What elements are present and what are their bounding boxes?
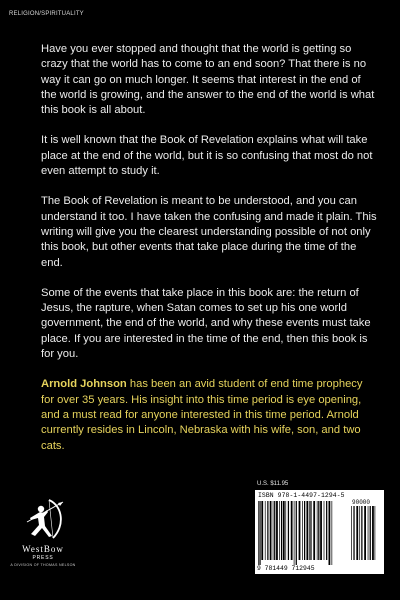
ean-barcode: [258, 501, 348, 565]
author-bio: [41, 377, 377, 453]
author-bio-text: has been an avid student of end time prophecy for over 35 years. His insight into this time period is eye opening, and a must read for anyone interested in this time period. Arnold currently resides in Lincoln, Nebraska with his wife, son, and two cats.: [41, 378, 363, 452]
addon-barcode: [351, 506, 379, 565]
barcode-bar: [375, 506, 376, 560]
barcode-bar: [285, 501, 286, 560]
ean-digits: 9 781449 712945: [257, 565, 315, 572]
author-name: Arnold Johnson: [41, 378, 127, 391]
price-label: U.S. $11.95: [257, 481, 289, 487]
barcode-bar: [265, 501, 266, 560]
barcode-bar: [318, 501, 319, 560]
publisher-tagline: A DIVISION OF THOMAS NELSON: [10, 563, 76, 567]
barcode-addon-number: 90000: [352, 499, 371, 506]
barcode-bar: [276, 501, 278, 560]
barcode-bar: [258, 501, 259, 565]
blurb-paragraph-3: The Book of Revelation is meant to be understood, and you can understand it too. I have taken the confusing and made it plain. This writing will give you the clearest understanding possible of not only this book, but other events that take place during the time of the end.: [41, 195, 377, 269]
barcode-bar: [309, 501, 310, 560]
barcode-bar: [281, 501, 282, 560]
barcode-bar: [326, 501, 327, 560]
blurb-text: [41, 42, 377, 469]
category-label: RELIGION/SPIRITUALITY: [9, 11, 84, 17]
barcode-bar: [368, 506, 369, 560]
barcode-bar: [274, 501, 275, 560]
barcode-bar: [320, 501, 322, 560]
blurb-paragraph-4: Some of the events that take place in this book are: the return of Jesus, the rapture, when Satan comes to set up his one world government, the end of the world, and why these events must take place. If you are interested in the time of the end, then this book is for you.: [41, 286, 371, 361]
barcode-bar: [370, 506, 371, 560]
barcode-bar: [279, 501, 280, 560]
barcode-bar: [310, 501, 311, 560]
barcode-bar: [359, 506, 360, 560]
barcode-bar: [261, 501, 263, 560]
barcode-bar: [351, 506, 352, 560]
westbow-archer-logo-icon: [19, 496, 67, 544]
barcode-bar: [353, 506, 354, 560]
blurb-paragraph-2: It is well known that the Book of Revelation explains what will take place at the end of the world, but it is so confusing that most do not even attempt to study it.: [41, 134, 373, 178]
barcode-bar: [291, 501, 293, 560]
barcode-bar: [259, 501, 260, 565]
isbn-text: ISBN 978-1-4497-1294-5: [258, 492, 345, 499]
barcode-bar: [304, 501, 305, 560]
barcode-bar: [296, 501, 297, 565]
barcode-bar: [294, 501, 295, 565]
barcode-bar: [332, 501, 333, 565]
barcode-bar: [302, 501, 303, 560]
barcode-bar: [329, 501, 331, 565]
barcode-bar: [324, 501, 325, 560]
barcode-bar: [283, 501, 285, 560]
publisher-name: WestBow: [22, 544, 64, 554]
barcode-bar: [364, 506, 366, 560]
blurb-paragraph-1: Have you ever stopped and thought that the world is getting so crazy that the world has to come to an end soon? That there is no way it can go on much longer. It seems that interest in the end of the world is growing, and the answer to the end of the world is what this book is all about.: [41, 43, 375, 117]
publisher-logo-block: [8, 496, 78, 567]
barcode-bar: [317, 501, 318, 560]
barcode-bar: [361, 506, 362, 560]
barcode-bar: [288, 501, 289, 560]
barcode-bar: [267, 501, 268, 560]
barcode-block: [255, 490, 384, 574]
barcode-bar: [356, 506, 358, 560]
publisher-sub: PRESS: [32, 555, 54, 561]
barcode-bar: [306, 501, 308, 560]
barcode-bar: [372, 506, 374, 560]
barcode-bar: [299, 501, 301, 560]
barcode-bar: [270, 501, 272, 560]
barcode-bar: [273, 501, 274, 560]
barcode-bar: [313, 501, 315, 560]
